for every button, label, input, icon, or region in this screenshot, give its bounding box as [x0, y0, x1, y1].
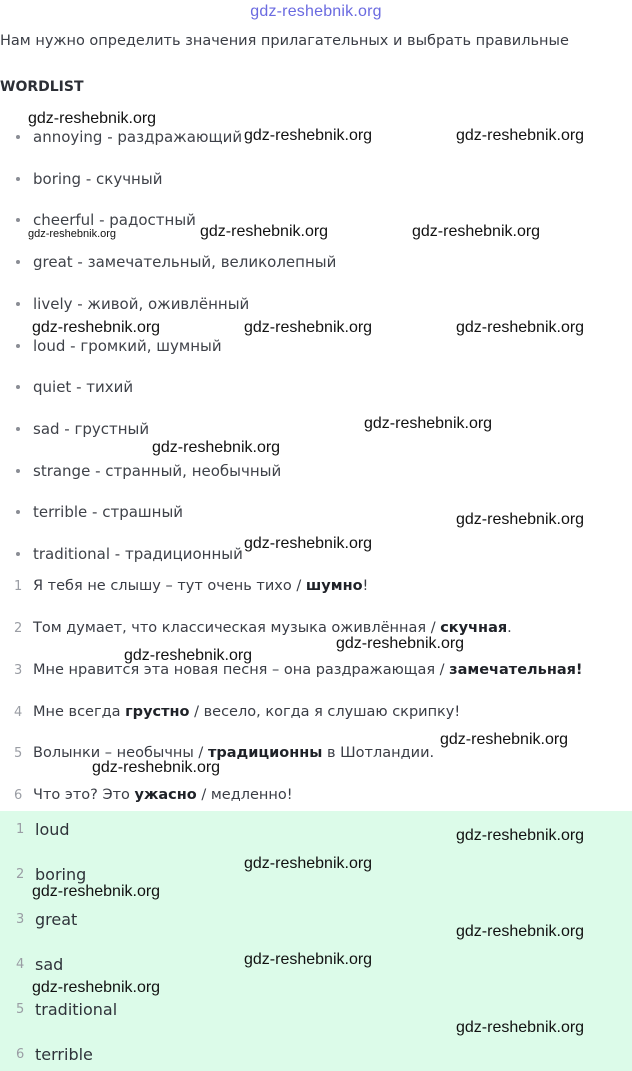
wordlist-heading: WORDLIST [0, 79, 84, 95]
watermark: gdz-reshebnik.org [364, 415, 493, 432]
exercise-item [14, 617, 512, 639]
exercise-answer: шумно [305, 578, 363, 594]
watermark: gdz-reshebnik.org [28, 228, 117, 240]
watermark: gdz-reshebnik.org [456, 923, 585, 940]
watermark: gdz-reshebnik.org [244, 127, 373, 144]
watermark: gdz-reshebnik.org [32, 979, 161, 996]
answer-word: loud [35, 819, 70, 839]
wordlist-item [16, 543, 243, 565]
wordlist-item [16, 251, 336, 273]
answer-word: boring [35, 864, 87, 884]
wordlist-item-text: sad - грустный [33, 420, 150, 438]
answer-number: 5 [16, 1001, 25, 1017]
exercise-text-end: . [507, 620, 512, 636]
exercise-text-end: / весело, когда я слушаю скрипку! [189, 704, 461, 720]
wordlist-item-text: boring - скучный [33, 170, 163, 188]
exercise-text: Мне нравится эта новая песня – она раздражающая / [33, 662, 450, 678]
watermark: gdz-reshebnik.org [32, 883, 161, 900]
watermark: gdz-reshebnik.org [244, 951, 373, 968]
exercise-item [14, 575, 368, 597]
answer-word: traditional [35, 999, 118, 1019]
watermark: gdz-reshebnik.org [28, 110, 157, 127]
exercise-item [14, 701, 460, 723]
bullet-icon [16, 427, 20, 431]
bullet-icon [16, 469, 20, 473]
answer-word: great [35, 909, 78, 929]
answer-item [16, 998, 117, 1020]
wordlist-item [16, 501, 183, 523]
answer-number: 1 [16, 821, 25, 837]
answer-word: sad [35, 954, 64, 974]
bullet-icon [16, 302, 20, 306]
bullet-icon [16, 510, 20, 514]
bullet-icon [16, 177, 20, 181]
wordlist-item-text: strange - странный, необычный [33, 462, 282, 480]
watermark: gdz-reshebnik.org [244, 855, 373, 872]
wordlist-item-text: lively - живой, оживлённый [33, 295, 250, 313]
exercise-text: Мне всегда [33, 704, 126, 720]
answer-item [16, 908, 77, 930]
answer-word: terrible [35, 1044, 93, 1064]
wordlist-item [16, 168, 162, 190]
answer-item [16, 818, 70, 840]
exercise-number: 4 [14, 704, 23, 720]
exercise-answer: скучная [440, 620, 508, 636]
exercise-number: 1 [14, 578, 23, 594]
exercise-answer: замечательная! [449, 662, 583, 678]
wordlist-item [16, 376, 133, 398]
answer-number: 2 [16, 866, 25, 882]
exercise-number: 3 [14, 662, 23, 678]
exercise-text: Я тебя не слышу – тут очень тихо / [33, 578, 306, 594]
watermark: gdz-reshebnik.org [456, 1019, 585, 1036]
wordlist-item [16, 335, 222, 357]
exercise-text: Том думает, что классическая музыка оживлённая / [33, 620, 441, 636]
exercise-answer: традиционны [207, 745, 323, 761]
watermark: gdz-reshebnik.org [412, 223, 541, 240]
answer-number: 3 [16, 911, 25, 927]
bullet-icon [16, 344, 20, 348]
answer-number: 4 [16, 956, 25, 972]
wordlist-item-text: traditional - традиционный [33, 545, 243, 563]
exercise-text: Волынки – необычны / [33, 745, 208, 761]
watermark: gdz-reshebnik.org [124, 647, 253, 664]
answer-number: 6 [16, 1046, 25, 1062]
wordlist-item-text: quiet - тихий [33, 378, 134, 396]
exercise-text-end: ! [362, 578, 369, 594]
exercise-text-end: в Шотландии. [322, 745, 435, 761]
bullet-icon [16, 552, 20, 556]
wordlist-item-text: terrible - страшный [33, 503, 184, 521]
bullet-icon [16, 135, 20, 139]
wordlist-item-text: loud - громкий, шумный [33, 337, 222, 355]
answer-item [16, 863, 86, 885]
exercise-item [14, 742, 434, 764]
wordlist-item [16, 418, 149, 440]
exercise-text: Что это? Это [33, 787, 135, 803]
exercise-number: 2 [14, 620, 23, 636]
exercise-item [14, 659, 583, 681]
exercise-number: 5 [14, 745, 23, 761]
watermark: gdz-reshebnik.org [32, 319, 161, 336]
watermark: gdz-reshebnik.org [456, 319, 585, 336]
wordlist-item [16, 209, 196, 231]
watermark: gdz-reshebnik.org [336, 635, 465, 652]
bullet-icon [16, 260, 20, 264]
wordlist-item-text: annoying - раздражающий [33, 128, 243, 146]
bullet-icon [16, 218, 20, 222]
watermark: gdz-reshebnik.org [456, 827, 585, 844]
exercise-text-end: / медленно! [196, 787, 293, 803]
wordlist-item [16, 460, 281, 482]
wordlist-item-text: cheerful - радостный [33, 211, 196, 229]
watermark: gdz-reshebnik.org [152, 439, 281, 456]
watermark: gdz-reshebnik.org [440, 731, 569, 748]
watermark: gdz-reshebnik.org [456, 127, 585, 144]
answer-item [16, 953, 63, 975]
exercise-number: 6 [14, 787, 23, 803]
intro-text: Нам нужно определить значения прилагательных и выбрать правильные [0, 33, 569, 49]
site-header[interactable]: gdz-reshebnik.org [250, 3, 382, 20]
bullet-icon [16, 385, 20, 389]
watermark: gdz-reshebnik.org [92, 759, 221, 776]
exercise-answer: грустно [125, 704, 190, 720]
watermark: gdz-reshebnik.org [200, 223, 329, 240]
exercise-answer: ужасно [134, 787, 197, 803]
answers-panel [0, 811, 632, 1071]
exercise-item [14, 784, 293, 806]
wordlist-item [16, 126, 242, 148]
watermark: gdz-reshebnik.org [244, 319, 373, 336]
watermark: gdz-reshebnik.org [244, 535, 373, 552]
wordlist-item [16, 293, 249, 315]
wordlist-item-text: great - замечательный, великолепный [33, 253, 337, 271]
watermark: gdz-reshebnik.org [456, 511, 585, 528]
answer-item [16, 1043, 93, 1065]
